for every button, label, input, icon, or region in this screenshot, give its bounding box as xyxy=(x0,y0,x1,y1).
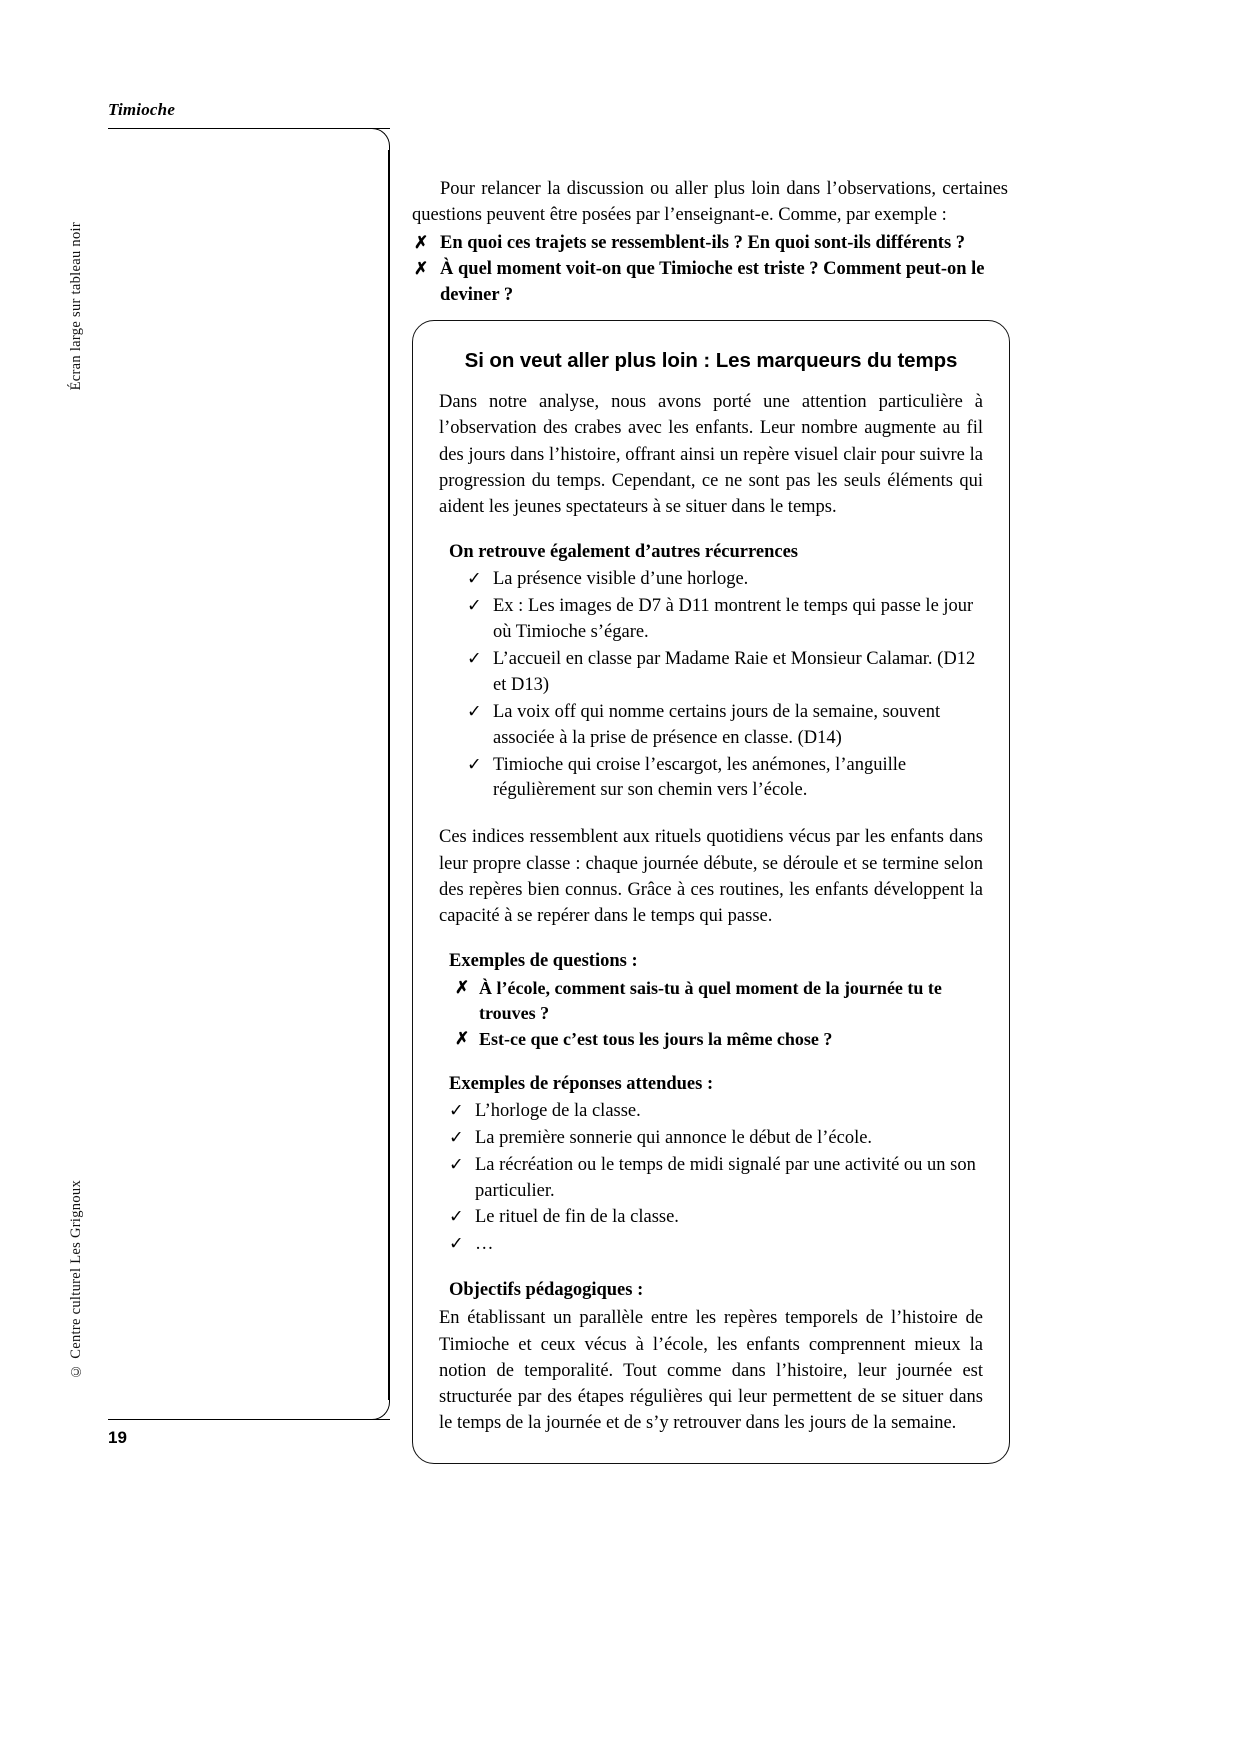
list-item xyxy=(453,976,983,1026)
box-paragraph-2: Ces indices ressemblent aux rituels quotidiens vécus par les enfants dans leur propre classe : chaque journée débute, se déroule et se termine selon des repères bien connus. Grâce à ces routines, les enfants développent la capacité à se repérer dans le temps qui passe. xyxy=(439,827,983,927)
list-item xyxy=(412,257,1008,308)
collection-side-text: Écran large sur tableau noir xyxy=(68,222,84,391)
box-question-list xyxy=(453,976,983,1051)
list-item-label: La présence visible d’une horloge. xyxy=(493,569,749,590)
check-marker-icon: ✓ xyxy=(467,700,482,721)
left-frame-top-corner xyxy=(108,128,390,156)
cross-marker-icon: ✗ xyxy=(455,978,470,998)
list-item xyxy=(412,231,1008,257)
intro-paragraph: Pour relancer la discussion ou aller plus loin dans l’observations, certaines questions peuvent être posées par l’enseignant-e. Comme, par exemple : xyxy=(412,179,1008,226)
check-marker-icon: ✓ xyxy=(449,1099,464,1120)
answers-list xyxy=(449,1099,983,1258)
list-item-label: Timioche qui croise l’escargot, les anémones, l’anguille régulièrement sur son chemin vers l’école. xyxy=(493,754,907,801)
list-item xyxy=(449,1153,983,1205)
objectives-heading: Objectifs pédagogiques : xyxy=(449,1280,644,1301)
list-item-label: Est-ce que c’est tous les jours la même chose ? xyxy=(479,1029,833,1050)
list-item-label: Ex : Les images de D7 à D11 montrent le temps qui passe le jour où Timioche s’égare. xyxy=(493,596,974,643)
list-item xyxy=(467,753,983,805)
check-marker-icon: ✓ xyxy=(449,1206,464,1227)
check-marker-icon: ✓ xyxy=(449,1233,464,1254)
list-item-label: … xyxy=(475,1234,494,1255)
check-marker-icon: ✓ xyxy=(467,568,482,589)
list-item xyxy=(467,594,983,646)
box-title: Si on veut aller plus loin : Les marqueurs du temps xyxy=(464,349,958,372)
list-item-label: L’accueil en classe par Madame Raie et Monsieur Calamar. (D12 et D13) xyxy=(493,649,976,695)
cross-marker-icon: ✗ xyxy=(414,259,429,279)
objectives-paragraph: En établissant un parallèle entre les repères temporels de l’histoire de Timioche et ceux vécus à l’école, les enfants comprennent mieux la notion de temporalité. Tout comme dans l’histoire, leur journée est structurée par des étapes régulières qui leur permettent de se situer dans le temps de la journée et de s’y retrouver dans les jours de la semaine. xyxy=(439,1308,983,1434)
list-item-label: En quoi ces trajets se ressemblent-ils ? En quoi sont-ils différents ? xyxy=(440,232,966,253)
cross-marker-icon: ✗ xyxy=(455,1029,470,1049)
list-item xyxy=(449,1099,983,1125)
check-marker-icon: ✓ xyxy=(449,1126,464,1147)
left-frame-bottom-corner xyxy=(108,1392,390,1420)
questions-heading: Exemples de questions : xyxy=(449,951,638,972)
answers-heading: Exemples de réponses attendues : xyxy=(449,1073,714,1094)
list-item-label: La récréation ou le temps de midi signalé par une activité ou un son particulier. xyxy=(475,1154,976,1201)
list-item xyxy=(449,1232,983,1258)
check-marker-icon: ✓ xyxy=(449,1153,464,1174)
list-item xyxy=(449,1126,983,1152)
cross-marker-icon: ✗ xyxy=(414,232,429,252)
check-marker-icon: ✓ xyxy=(467,648,482,668)
list-item-label: La première sonnerie qui annonce le début de l’école. xyxy=(475,1127,873,1148)
copyright-side-text: © Centre culturel Les Grignoux xyxy=(68,1180,84,1379)
list-item xyxy=(467,700,983,752)
recurrences-list xyxy=(467,567,983,804)
check-marker-icon: ✓ xyxy=(467,753,482,774)
list-item xyxy=(453,1027,983,1052)
list-item xyxy=(449,1205,983,1231)
list-item xyxy=(467,567,983,593)
box-paragraph-1: Dans notre analyse, nous avons porté une attention particulière à l’observation des crabes avec les enfants. Leur nombre augmente au fil des jours dans l’histoire, offrant ainsi un repère visuel clair pour suivre la progression du temps. Cependant, ce ne sont pas les seuls éléments qui aident les jeunes spectateurs à se situer dans le temps. xyxy=(439,392,983,518)
list-item-label: À l’école, comment sais-tu à quel moment de la journée tu te trouves ? xyxy=(479,978,942,1024)
intro-question-list xyxy=(412,231,1008,309)
check-marker-icon: ✓ xyxy=(467,595,482,616)
page-number: 19 xyxy=(108,1428,127,1447)
list-item xyxy=(467,647,983,699)
running-head: Timioche xyxy=(108,100,176,119)
recurrences-heading: On retrouve également d’autres récurrences xyxy=(449,542,799,563)
list-item-label: La voix off qui nomme certains jours de la semaine, souvent associée à la prise de présence en classe. (D14) xyxy=(493,701,941,748)
main-column xyxy=(412,176,1008,309)
list-item-label: L’horloge de la classe. xyxy=(475,1100,641,1121)
list-item-label: À quel moment voit-on que Timioche est triste ? Comment peut-on le deviner ? xyxy=(440,259,985,305)
list-item-label: Le rituel de fin de la classe. xyxy=(475,1207,679,1228)
sidebar-box xyxy=(412,320,1010,1464)
footer-rule xyxy=(108,1419,390,1420)
left-frame-vertical-rule xyxy=(388,150,390,1400)
